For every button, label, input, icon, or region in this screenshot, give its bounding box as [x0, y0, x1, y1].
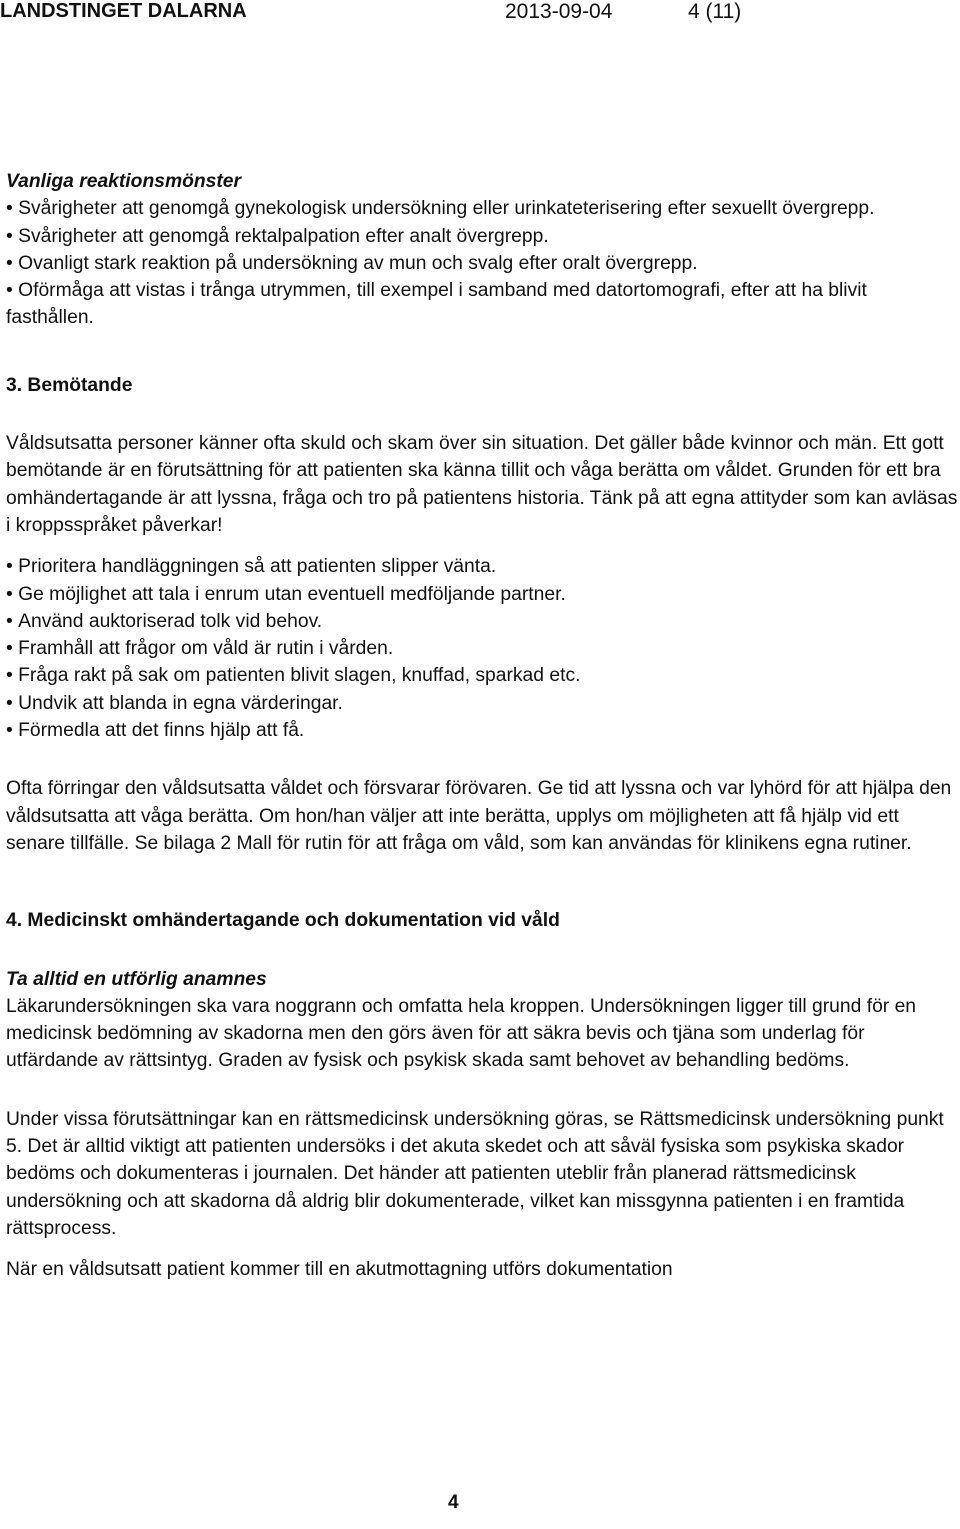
- section-3-intro: Våldsutsatta personer känner ofta skuld och skam över sin situation. Det gäller både kvinnor och män. Ett gott bemötande är en förutsättning för att patienten ska känna tillit och våga berätta om våldet. Grunden för ett bra omhändertagande är att lyssna, fråga och tro på patientens historia. Tänk på att egna attityder som kan avläsas i kroppsspråket påverkar!: [6, 433, 958, 536]
- page-info: 4 (11): [688, 0, 742, 23]
- list-item: • Prioritera handläggningen så att patienten slipper vänta.: [6, 553, 958, 580]
- reactions-heading: Vanliga reaktionsmönster: [6, 171, 242, 192]
- list-item: • Oförmåga att vistas i trånga utrymmen, till exempel i samband med datortomografi, efter att ha blivit fasthållen.: [6, 277, 958, 332]
- list-item: • Ge möjlighet att tala i enrum utan eventuell medföljande partner.: [6, 581, 958, 608]
- list-item: • Svårigheter att genomgå gynekologisk undersökning eller urinkateterisering efter sexuellt övergrepp.: [6, 195, 958, 222]
- page-header: [0, 0, 960, 30]
- reactions-list: [6, 195, 958, 331]
- list-item: • Ovanligt stark reaktion på undersökning av mun och svalg efter oralt övergrepp.: [6, 250, 958, 277]
- list-item: • Förmedla att det finns hjälp att få.: [6, 717, 958, 744]
- list-item: • Svårigheter att genomgå rektalpalpation efter analt övergrepp.: [6, 223, 958, 250]
- list-item: • Fråga rakt på sak om patienten blivit slagen, knuffad, sparkad etc.: [6, 662, 958, 689]
- section-3-closing: Ofta förringar den våldsutsatta våldet och försvarar förövaren. Ge tid att lyssna och var lyhörd för att hjälpa den våldsutsatta att våga berätta. Om hon/han väljer att inte berätta, upplys om möjligheten att få hjälp vid ett senare tillfälle. Se bilaga 2 Mall för rutin för att fråga om våld, som kan användas för klinikens egna rutiner.: [6, 778, 952, 854]
- list-item: • Använd auktoriserad tolk vid behov.: [6, 608, 958, 635]
- page-number: 4: [448, 1492, 459, 1513]
- document-body: [6, 168, 958, 1284]
- guidelines-list: [6, 553, 958, 744]
- anamnes-subheading: Ta alltid en utförlig anamnes: [6, 968, 267, 990]
- list-item: • Undvik att blanda in egna värderingar.: [6, 690, 958, 717]
- section-4-paragraph-3: När en våldsutsatt patient kommer till en akutmottagning utförs dokumentation: [6, 1259, 673, 1281]
- section-4-paragraph-1: Läkarundersökningen ska vara noggrann och omfatta hela kroppen. Undersökningen ligger till grund för en medicinsk bedömning av skadorna men den görs även för att säkra bevis och tjäna som underlag för utfärdande av rättsintyg. Graden av fysisk och psykisk skada samt behovet av behandling bedöms.: [6, 995, 917, 1072]
- section-3-title: 3. Bemötande: [6, 374, 133, 396]
- organization-name: LANDSTINGET DALARNA: [0, 0, 247, 22]
- section-4-title: 4. Medicinskt omhändertagande och dokumentation vid våld: [6, 910, 560, 932]
- section-4-paragraph-2: Under vissa förutsättningar kan en rättsmedicinsk undersökning göras, se Rättsmedicinsk undersökning punkt 5. Det är alltid viktigt att patienten undersöks i det akuta skedet och att såväl fysiska som psykiska skador bedöms och dokumenteras i journalen. Det händer att patienten uteblir från planerad rättsmedicinsk undersökning och att skadorna då aldrig blir dokumenterade, vilket kan missgynna patienten i en framtida rättsprocess.: [6, 1108, 944, 1239]
- document-date: 2013-09-04: [505, 0, 613, 23]
- list-item: • Framhåll att frågor om våld är rutin i vården.: [6, 635, 958, 662]
